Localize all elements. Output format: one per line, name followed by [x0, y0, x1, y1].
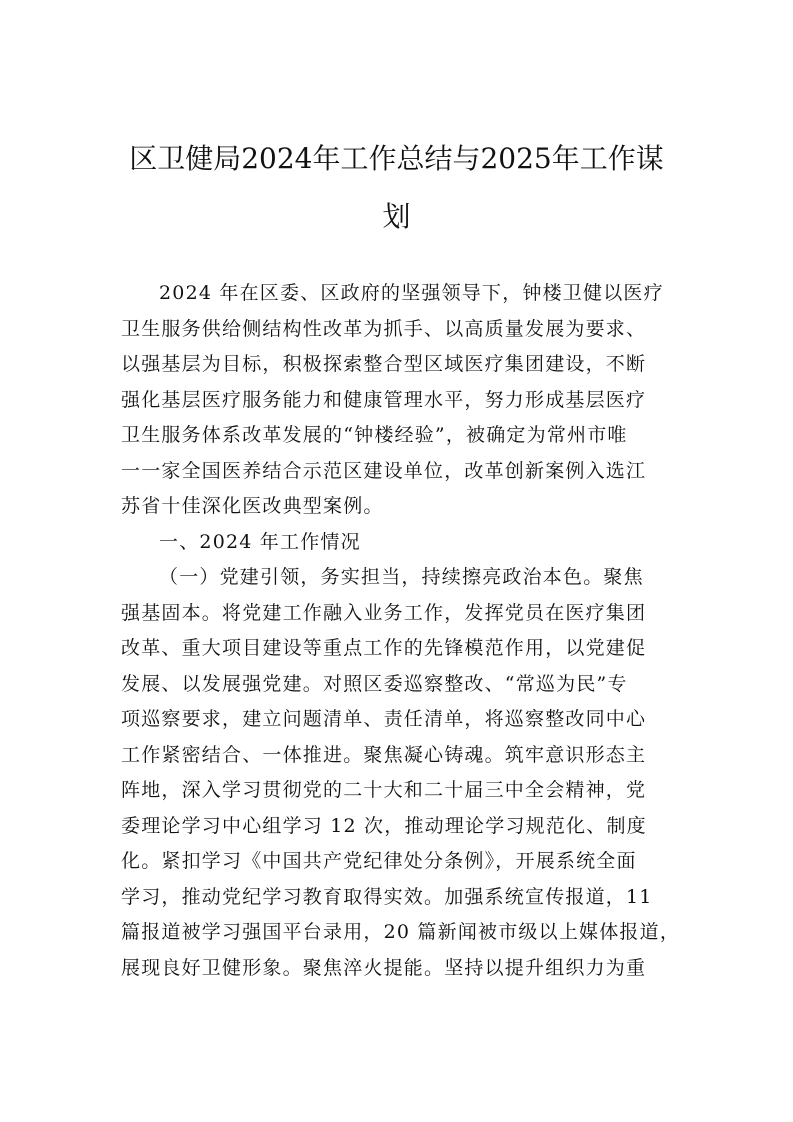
text-line: 一一家全国医养结合示范区建设单位，改革创新案例入选江 [121, 459, 647, 482]
text-line: 学习，推动党纪学习教育取得实效。加强系统宣传报道，11 [121, 885, 653, 908]
text-line: 发展、以发展强党建。对照区委巡察整改、“常巡为民”专 [121, 672, 628, 695]
text-line: 篇报道被学习强国平台录用，20 篇新闻被市级以上媒体报道， [121, 921, 681, 943]
text-line: 阵地，深入学习贯彻党的二十大和二十届三中全会精神，党 [121, 779, 647, 801]
text-line: 2024 年在区委、区政府的坚强领导下，钟楼卫健以医疗 [159, 282, 664, 304]
text-line: 改革、重大项目建设等重点工作的先锋模范作用，以党建促 [121, 637, 647, 659]
text-line: 项巡察要求，建立问题清单、责任清单，将巡察整改同中心 [121, 708, 647, 730]
text-line: 卫生服务供给侧结构性改革为抓手、以高质量发展为要求、 [121, 317, 647, 340]
section-heading [121, 525, 681, 561]
text-line: 展现良好卫健形象。聚焦淬火提能。坚持以提升组织力为重 [121, 956, 647, 979]
paragraph-party-building [121, 560, 681, 986]
text-line: 强化基层医疗服务能力和健康管理水平，努力形成基层医疗 [121, 388, 647, 411]
text-line: 强基固本。将党建工作融入业务工作，发挥党员在医疗集团 [121, 601, 647, 624]
title-line-2: 划 [382, 200, 411, 233]
text-line: 卫生服务体系改革发展的“钟楼经验”，被确定为常州市唯 [121, 424, 628, 446]
text-line: 工作紧密结合、一体推进。聚焦凝心铸魂。筑牢意识形态主 [121, 743, 647, 766]
section-heading-text: 一、2024 年工作情况 [159, 530, 361, 553]
text-line: 以强基层为目标，积极探索整合型区域医疗集团建设，不断 [121, 353, 647, 375]
text-line: 化。紧扣学习《中国共产党纪律处分条例》，开展系统全面 [121, 850, 637, 872]
document-title [110, 130, 683, 246]
text-line: （一）党建引领，务实担当，持续擦亮政治本色。聚焦 [159, 566, 644, 588]
text-line: 委理论学习中心组学习 12 次，推动理论学习规范化、制度 [121, 814, 647, 837]
paragraph-intro [121, 276, 681, 525]
document-body [121, 276, 681, 986]
title-line-1: 区卫健局2024年工作总结与2025年工作谋 [129, 142, 664, 175]
text-line: 苏省十佳深化医改典型案例。 [121, 495, 384, 517]
